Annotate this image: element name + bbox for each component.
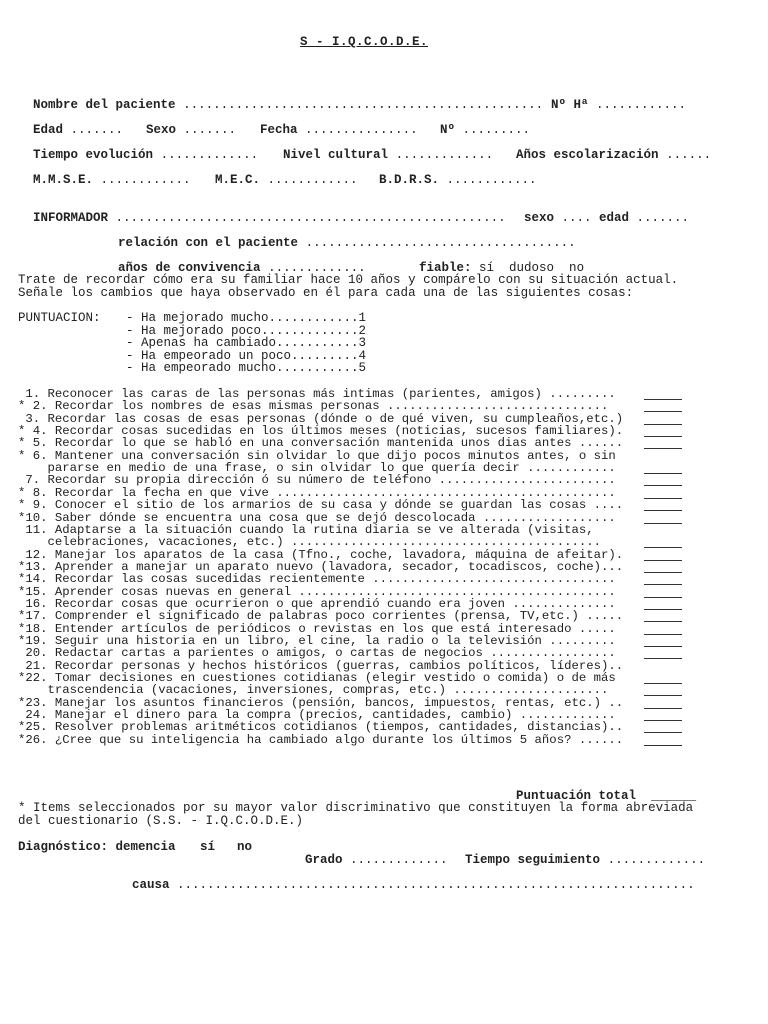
item-answer-blank[interactable] <box>644 498 682 499</box>
total-score-row <box>501 777 696 803</box>
sex-field[interactable]: ....... <box>183 123 237 137</box>
item-answer-blank[interactable] <box>644 399 682 400</box>
cultural-level-field[interactable]: ............. <box>395 148 494 162</box>
item-answer-blank[interactable] <box>644 436 682 437</box>
questionnaire-item: pararse en medio de una frase, o sin olvidar lo que quería decir ............ <box>18 461 616 476</box>
schooling-years-row <box>501 136 711 162</box>
item-answer-blank[interactable] <box>644 547 682 548</box>
bdrs-row <box>364 161 537 187</box>
patient-name-row <box>18 86 543 112</box>
cultural-level-row <box>268 136 493 162</box>
item-answer-blank[interactable] <box>644 584 682 585</box>
patient-name-field[interactable]: ................................................ <box>183 98 544 112</box>
diagnosis-label: Diagnóstico: demencia <box>18 840 176 854</box>
followup-time-row <box>450 841 705 867</box>
mec-row <box>200 161 358 187</box>
mec-label: M.E.C. <box>215 173 261 187</box>
item-answer-blank[interactable] <box>644 560 682 561</box>
diagnosis-yes-option[interactable]: sí <box>200 840 216 854</box>
date-row <box>245 111 418 137</box>
cultural-level-label: Nivel cultural <box>283 148 389 162</box>
item-answer-blank[interactable] <box>644 695 682 696</box>
schooling-years-label: Años escolarización <box>516 148 659 162</box>
scoring-option: - Ha empeorado un poco.........4 <box>126 349 367 363</box>
footnote-line-1: * Items seleccionados por su mayor valor discriminativo que constituyen la forma abreviada <box>18 801 694 815</box>
scoring-option: - Apenas ha cambiado...........3 <box>126 336 367 350</box>
questionnaire-item: 24. Manejar el dinero para la compra (precios, cantidades, cambio) ............. <box>18 708 616 723</box>
questionnaire-item: celebraciones, vacaciones, etc.) .......................................... <box>18 535 601 550</box>
questionnaire-item: * 2. Recordar los nombres de esas mismas personas .............................. <box>18 399 609 414</box>
item-answer-blank[interactable] <box>644 732 682 733</box>
informant-age-label: edad <box>599 211 630 225</box>
history-number-label: Nº Hª <box>551 98 589 112</box>
cause-label: causa <box>132 878 170 892</box>
questionnaire-item: *13. Aprender a manejar un aparato nuevo (lavadora, secador, tocadiscos, coche)... <box>18 559 624 574</box>
informant-age-row <box>584 199 689 225</box>
item-answer-blank[interactable] <box>644 720 682 721</box>
mmse-field[interactable]: ............ <box>100 173 191 187</box>
item-answer-blank[interactable] <box>644 658 682 659</box>
number-row <box>425 111 530 137</box>
questionnaire-item: *17. Comprender el significado de palabras poco corrientes (prensa, TV,etc.) ..... <box>18 609 624 624</box>
item-answer-blank[interactable] <box>644 572 682 573</box>
questionnaire-item: 3. Recordar las cosas de esas personas (dónde o de qué viven, su cumpleaños,etc.) <box>18 411 624 426</box>
questionnaire-item: *23. Manejar los asuntos financieros (pensión, bancos, impuestos, rentas, etc.) .. <box>18 695 624 710</box>
item-answer-blank[interactable] <box>644 523 682 524</box>
age-field[interactable]: ....... <box>70 123 124 137</box>
date-field[interactable]: ............... <box>305 123 418 137</box>
grade-row <box>290 841 448 867</box>
questionnaire-item: *10. Saber dónde se encuentra una cosa que se dejó descolocada .................. <box>18 510 616 525</box>
informant-field[interactable]: .................................................... <box>115 211 506 225</box>
age-row <box>18 111 123 137</box>
age-label: Edad <box>33 123 64 137</box>
bdrs-field[interactable]: ............ <box>446 173 537 187</box>
scoring-option: - Ha mejorado mucho............1 <box>126 311 367 325</box>
scoring-option: - Ha empeorado mucho...........5 <box>126 361 367 375</box>
followup-time-field[interactable]: ............. <box>607 853 706 867</box>
item-answer-blank[interactable] <box>644 411 682 412</box>
questionnaire-item: trascendencia (vacaciones, inversiones, compras, etc.) ..................... <box>18 683 609 698</box>
questionnaire-item: * 6. Mantener una conversación sin olvidar lo que dijo pocos minutos antes, o sin <box>18 448 616 463</box>
evolution-time-label: Tiempo evolución <box>33 148 154 162</box>
diagnosis-no-option[interactable]: no <box>237 840 253 854</box>
evolution-time-row <box>18 136 258 162</box>
schooling-years-field[interactable]: ...... <box>666 148 712 162</box>
history-number-row <box>536 86 686 112</box>
grade-field[interactable]: ............. <box>350 853 448 867</box>
questionnaire-item: * 5. Recordar lo que se habló en una conversación mantenida unos dias antes ...... <box>18 436 624 451</box>
informant-sex-label: sexo <box>524 211 555 225</box>
mmse-label: M.M.S.E. <box>33 173 94 187</box>
cohabitation-row <box>103 249 366 275</box>
item-answer-blank[interactable] <box>644 621 682 622</box>
mmse-row <box>18 161 191 187</box>
questionnaire-item: 11. Adaptarse a la situación cuando la rutina diaria se ve alterada (visitas, <box>18 522 594 537</box>
item-answer-blank[interactable] <box>644 745 682 746</box>
informant-label: INFORMADOR <box>33 211 109 225</box>
relation-label: relación con el paciente <box>118 236 299 250</box>
questionnaire-item: 21. Recordar personas y hechos históricos (guerras, cambios políticos, líderes).. <box>18 658 624 673</box>
questionnaire-item: * 4. Recordar cosas sucedidas en los últimos meses (noticias, sucesos familiares). <box>18 424 624 439</box>
informant-age-field[interactable]: ....... <box>636 211 690 225</box>
questionnaire-item: *18. Entender artículos de periódicos o revistas en los que está interesado ..... <box>18 621 616 636</box>
questionnaire-item: *15. Aprender cosas nuevas en general ........................................... <box>18 584 616 599</box>
total-score-label: Puntuación total <box>516 789 637 803</box>
sex-row <box>131 111 236 137</box>
informant-sex-row <box>509 199 592 225</box>
sex-label: Sexo <box>146 123 177 137</box>
questionnaire-item: * 9. Conocer el sitio de los armarios de su casa y dónde se guardan las cosas .... <box>18 498 624 513</box>
questionnaire-item: 12. Manejar los aparatos de la casa (Tfno., coche, lavadora, máquina de afeitar). <box>18 547 624 562</box>
mec-field[interactable]: ............ <box>267 173 358 187</box>
reliability-options[interactable]: sí dudoso no <box>479 261 585 275</box>
item-answer-blank[interactable] <box>644 597 682 598</box>
questionnaire-item: *19. Seguir una historia en un libro, el cine, la radio o la televisión ......... <box>18 634 616 648</box>
questionnaire-item: *14. Recordar las cosas sucedidas recientemente ................................. <box>18 572 616 587</box>
item-answer-blank[interactable] <box>644 708 682 709</box>
footnote-line-2: del cuestionario (S.S. - I.Q.C.O.D.E.) <box>18 814 304 828</box>
questionnaire-item: *22. Tomar decisiones en cuestiones cotidianas (elegir vestido o comida) o de más <box>18 671 616 686</box>
informant-row <box>18 199 506 225</box>
scoring-option: - Ha mejorado poco.............2 <box>126 324 367 338</box>
followup-time-label: Tiempo seguimiento <box>465 853 601 867</box>
instructions-line-2: Señale los cambios que haya observado en él para cada una de las siguientes cosas: <box>18 286 634 300</box>
evolution-time-field[interactable]: ............. <box>160 148 259 162</box>
questionnaire-item: *26. ¿Cree que su inteligencia ha cambiado algo durante los últimos 5 años? ...... <box>18 732 624 747</box>
item-answer-blank[interactable] <box>644 448 682 449</box>
relation-row <box>103 224 576 250</box>
cohabitation-label: años de convivencia <box>118 261 261 275</box>
informant-sex-field[interactable]: .... <box>561 211 592 225</box>
history-number-field[interactable]: ............ <box>596 98 687 112</box>
date-label: Fecha <box>260 123 298 137</box>
questionnaire-item: 1. Reconocer las caras de las personas más intimas (parientes, amigos) ......... <box>18 387 616 401</box>
questionnaire-item: *25. Resolver problemas aritméticos cotidianos (tiempos, cantidades, distancias).. <box>18 720 624 735</box>
item-answer-blank[interactable] <box>644 634 682 635</box>
item-answer-blank[interactable] <box>644 485 682 486</box>
patient-name-label: Nombre del paciente <box>33 98 176 112</box>
number-label: Nº <box>440 123 456 137</box>
grade-label: Grado <box>305 853 343 867</box>
cohabitation-field[interactable]: ............. <box>268 261 366 275</box>
questionnaire-item: 16. Recordar cosas que ocurrieron o que aprendió cuando era joven .............. <box>18 596 616 611</box>
total-score-field[interactable]: ______ <box>651 789 697 803</box>
questionnaire-item: * 8. Recordar la fecha en que vive .............................................. <box>18 485 616 500</box>
cause-field[interactable]: ..................................................................... <box>177 878 695 892</box>
questionnaire-item: 20. Redactar cartas a parientes o amigos, o cartas de negocios ................. <box>18 646 616 661</box>
page-title: S - I.Q.C.O.D.E. <box>300 35 429 49</box>
questionnaire-item: 7. Recordar su propia dirección ó su número de teléfono ........................ <box>18 473 616 488</box>
bdrs-label: B.D.R.S. <box>379 173 440 187</box>
instructions-line-1: Trate de recordar cómo era su familiar hace 10 años y compárelo con su situación actual. <box>18 273 679 287</box>
item-answer-blank[interactable] <box>644 646 682 647</box>
item-answer-blank[interactable] <box>644 424 682 425</box>
relation-field[interactable]: .................................... <box>305 236 576 250</box>
item-answer-blank[interactable] <box>644 609 682 610</box>
reliability-row <box>404 249 584 275</box>
item-answer-blank[interactable] <box>644 473 682 474</box>
item-answer-blank[interactable] <box>644 683 682 684</box>
scoring-label: PUNTUACION: <box>18 311 101 325</box>
item-answer-blank[interactable] <box>644 510 682 511</box>
reliability-label: fiable: <box>419 261 472 275</box>
cause-row <box>117 866 695 892</box>
number-field[interactable]: ......... <box>462 123 531 137</box>
